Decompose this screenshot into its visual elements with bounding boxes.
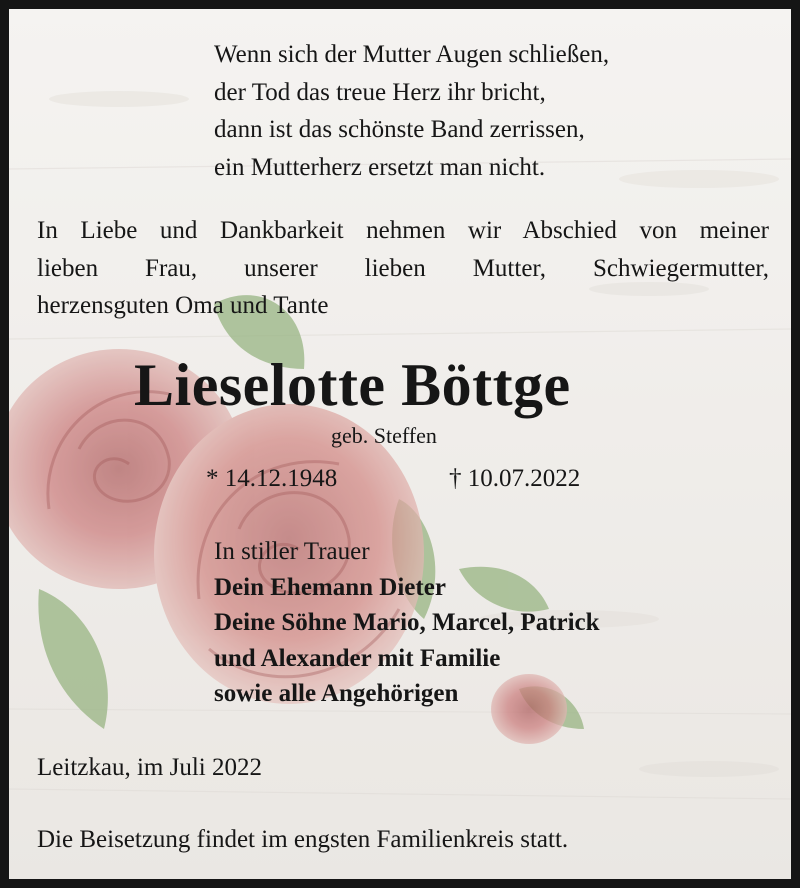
mourners-block [214,534,600,712]
intro-line: lieben Frau, unserer lieben Mutter, Schwiegermutter, [37,254,769,282]
intro-line: In Liebe und Dankbarkeit nehmen wir Abschied von meiner [37,217,769,244]
place-date: Leitzkau, im Juli 2022 [37,754,262,781]
maiden-name: geb. Steffen [331,423,437,448]
mourner-line: Dein Ehemann Dieter [214,573,446,601]
intro-text [37,212,769,325]
birth-date: * 14.12.1948 [206,465,338,492]
mourner-line: Deine Söhne Mario, Marcel, Patrick [214,609,600,636]
mourner-line: sowie alle Angehörigen [214,680,459,707]
life-dates [206,463,580,495]
burial-note: Die Beisetzung findet im engsten Familienkreis statt. [37,826,569,853]
poem-line: der Tod das treue Herz ihr bricht, [214,78,546,106]
deceased-name: Lieselotte Böttge [134,352,571,418]
poem [214,36,609,186]
mourner-line: und Alexander mit Familie [214,644,501,672]
mourning-heading: In stiller Trauer [214,538,370,565]
poem-line: dann ist das schönste Band zerrissen, [214,116,585,143]
death-date: † 10.07.2022 [449,465,581,492]
poem-line: ein Mutterherz ersetzt man nicht. [214,153,546,181]
poem-line: Wenn sich der Mutter Augen schließen, [214,41,610,68]
intro-line: herzensguten Oma und Tante [37,292,329,319]
